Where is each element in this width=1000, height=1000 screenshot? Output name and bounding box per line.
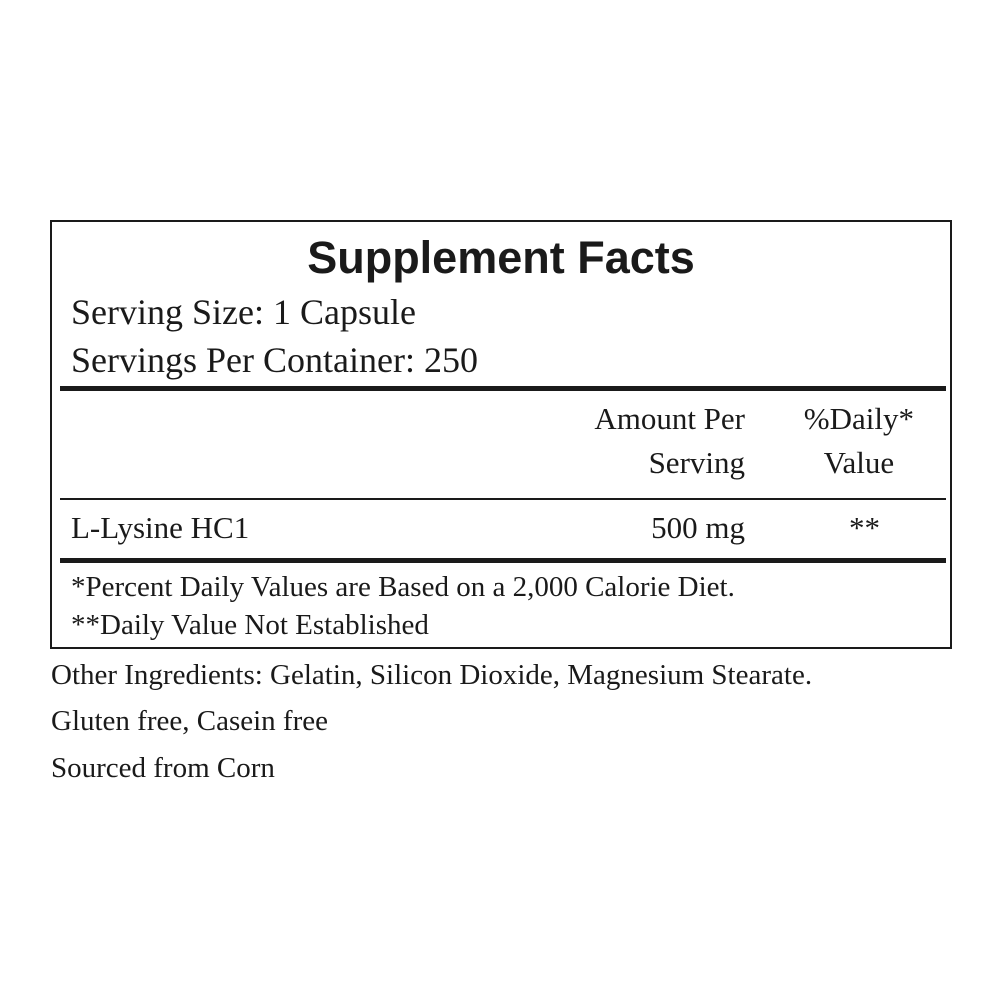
thin-divider: [60, 498, 946, 500]
ingredient-daily-value: **: [849, 510, 880, 545]
amount-per-serving-header: [594, 397, 745, 485]
source-info: Sourced from Corn: [51, 752, 275, 784]
footnote-daily-values: *Percent Daily Values are Based on a 2,000 Calorie Diet.: [71, 571, 735, 603]
supplement-facts-panel: [50, 220, 952, 649]
dv-header-line2: Value: [823, 445, 895, 480]
thick-divider-bottom: [60, 558, 946, 563]
thick-divider: [60, 386, 946, 391]
amount-header-line1: Amount Per: [594, 401, 745, 436]
dv-header-line1: %Daily*: [803, 401, 914, 436]
allergen-info: Gluten free, Casein free: [51, 705, 328, 737]
ingredient-amount: 500 mg: [651, 510, 745, 545]
amount-header-line2: Serving: [648, 445, 745, 480]
servings-per-container: Servings Per Container: 250: [71, 340, 478, 380]
daily-value-header: [804, 397, 914, 485]
ingredient-name: L-Lysine HC1: [71, 510, 250, 545]
facts-title: Supplement Facts: [307, 232, 695, 283]
other-ingredients: Other Ingredients: Gelatin, Silicon Dioxide, Magnesium Stearate.: [51, 659, 813, 691]
serving-size: Serving Size: 1 Capsule: [71, 292, 416, 332]
footnote-not-established: **Daily Value Not Established: [71, 609, 429, 641]
